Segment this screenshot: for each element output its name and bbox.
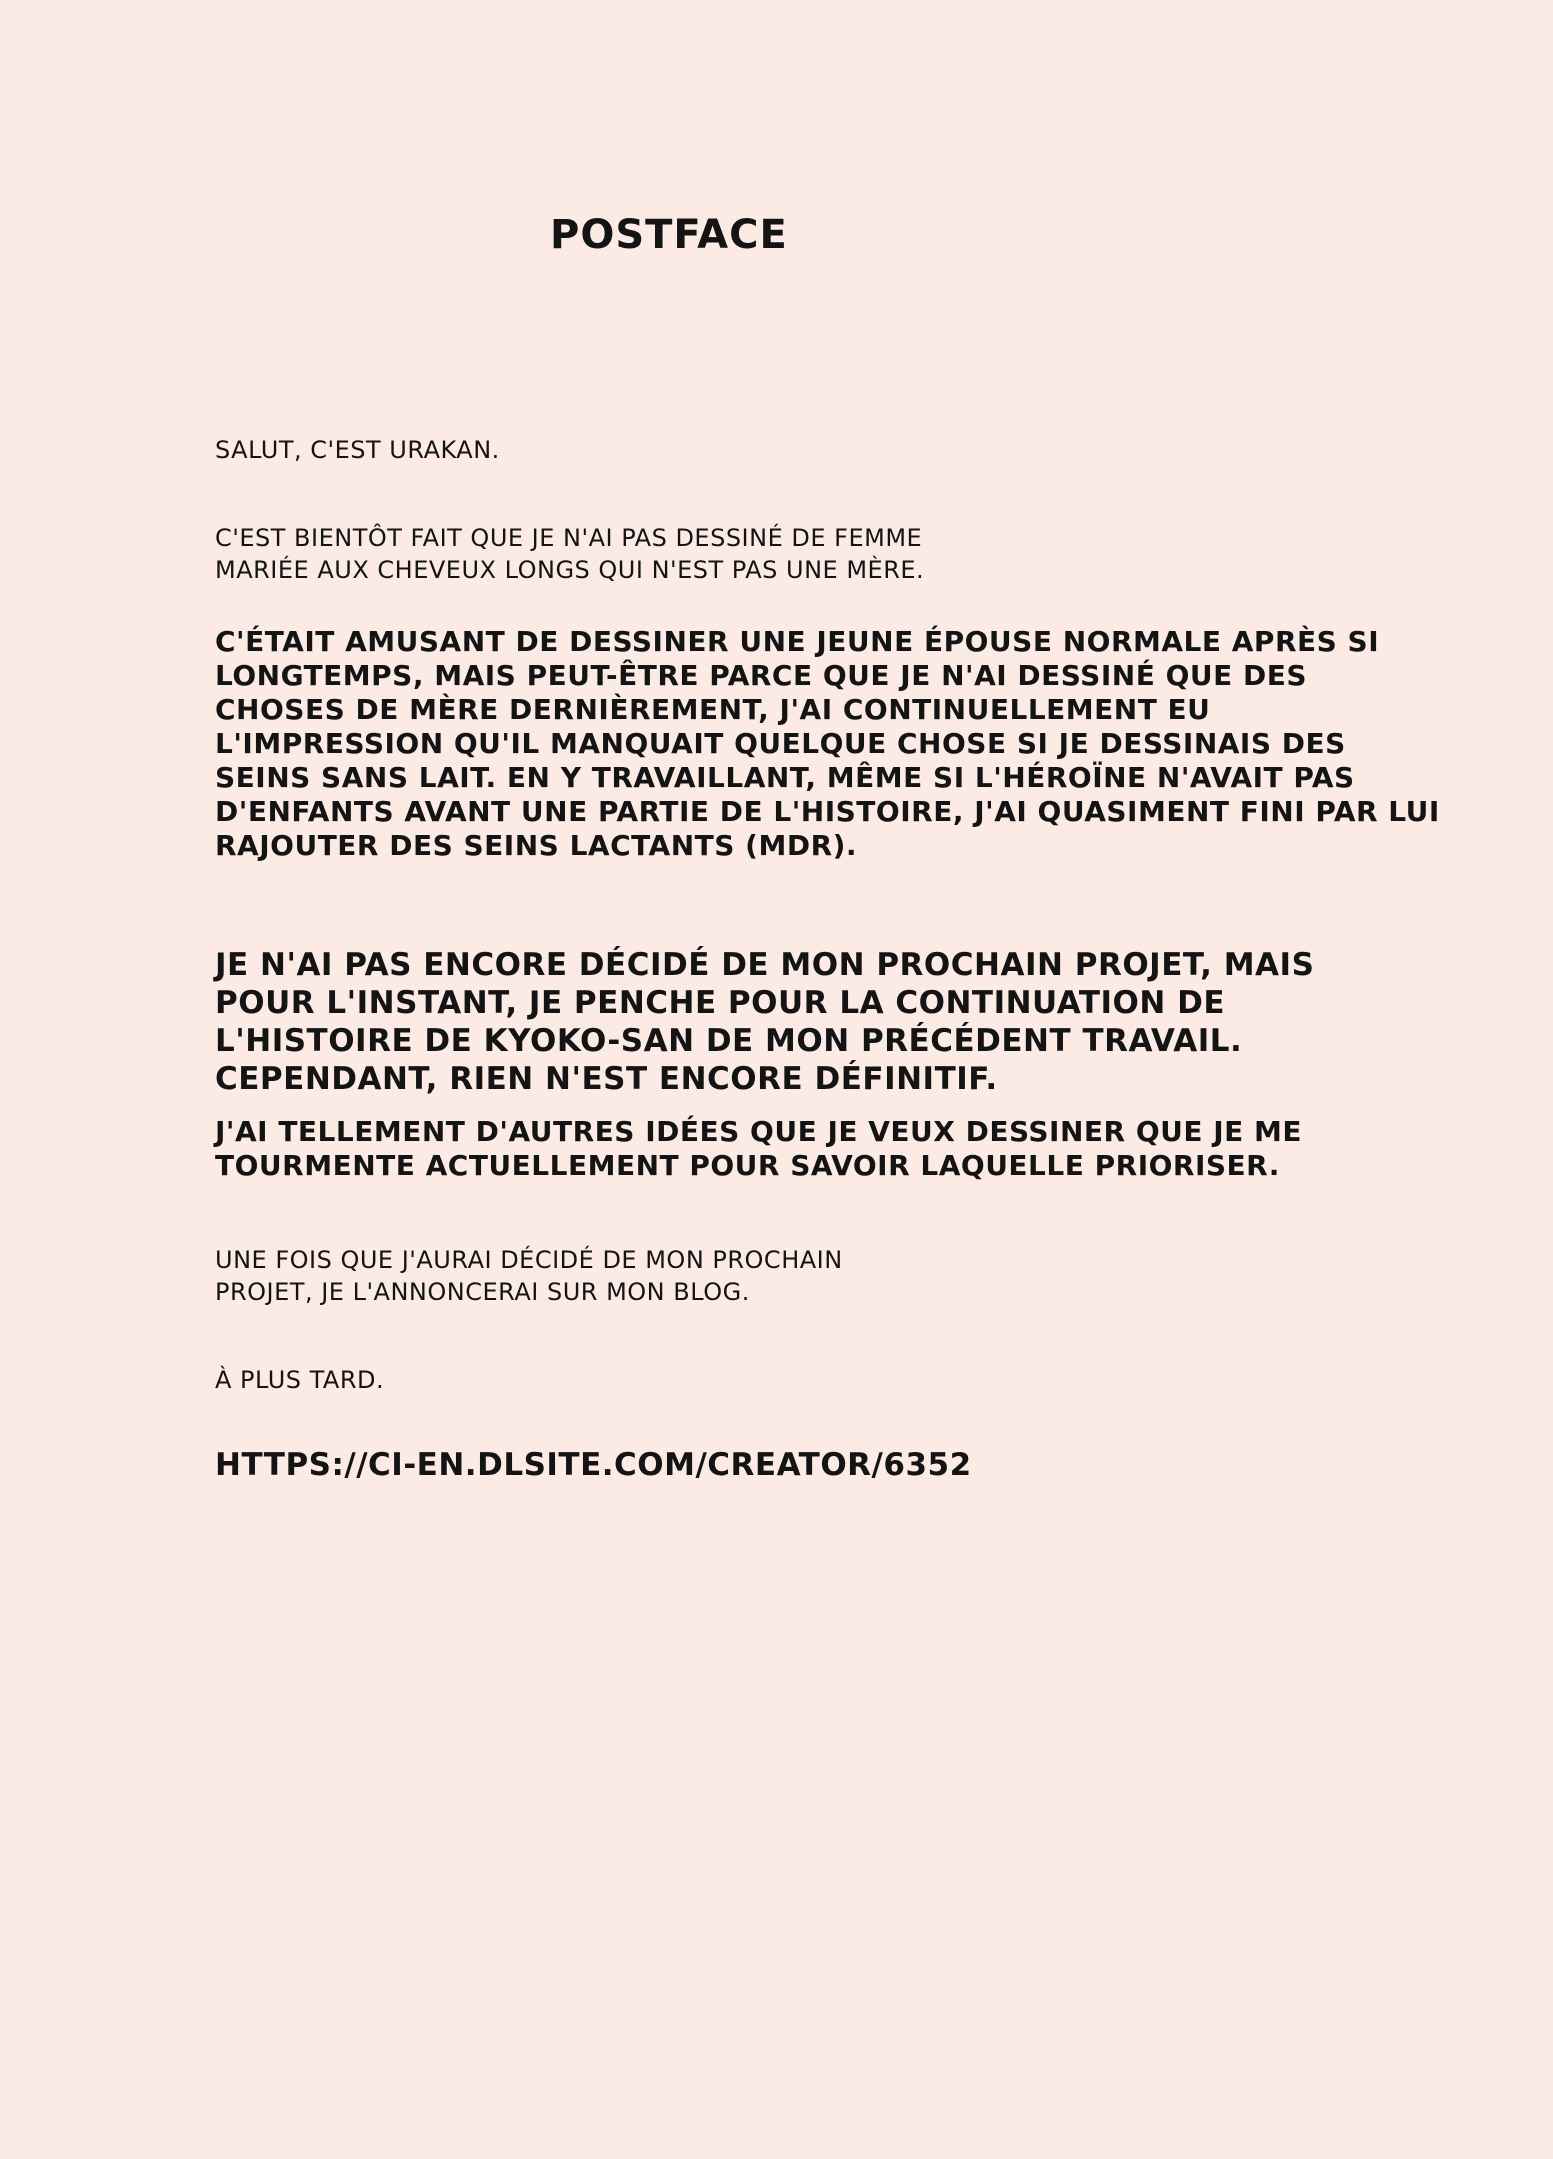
greeting-text: SALUT, C'EST URAKAN. xyxy=(215,436,500,464)
paragraph-3: JE N'AI PAS ENCORE DÉCIDÉ DE MON PROCHAIN PROJET, MAIS POUR L'INSTANT, JE PENCHE POUR LA CONTINUATION DE L'HISTOIRE DE KYOKO-SAN DE MON PRÉCÉDENT TRAVAIL. CEPENDANT, RIEN N'EST ENCORE DÉFINITIF. xyxy=(215,947,1315,1097)
creator-url: HTTPS://CI-EN.DLSITE.COM/CREATOR/6352 xyxy=(215,1447,972,1483)
paragraph-1: C'EST BIENTÔT FAIT QUE JE N'AI PAS DESSINÉ DE FEMME MARIÉE AUX CHEVEUX LONGS QUI N'EST PAS UNE MÈRE. xyxy=(215,524,925,584)
paragraph-5: UNE FOIS QUE J'AURAI DÉCIDÉ DE MON PROCHAIN PROJET, JE L'ANNONCERAI SUR MON BLOG. xyxy=(215,1246,843,1306)
paragraph-2: C'ÉTAIT AMUSANT DE DESSINER UNE JEUNE ÉPOUSE NORMALE APRÈS SI LONGTEMPS, MAIS PEUT-ÊTRE PARCE QUE JE N'AI DESSINÉ QUE DES CHOSES DE MÈRE DERNIÈREMENT, J'AI CONTINUELLEMENT EU L'IMPRESSION QU'IL MANQUAIT QUELQUE CHOSE SI JE DESSINAIS DES SEINS SANS LAIT. EN Y TRAVAILLANT, MÊME SI L'HÉROÏNE N'AVAIT PAS D'ENFANTS AVANT UNE PARTIE DE L'HISTOIRE, J'AI QUASIMENT FINI PAR LUI RAJOUTER DES SEINS LACTANTS (MDR). xyxy=(215,625,1440,862)
page-title: POSTFACE xyxy=(550,212,788,258)
paragraph-4: J'AI TELLEMENT D'AUTRES IDÉES QUE JE VEUX DESSINER QUE JE ME TOURMENTE ACTUELLEMENT POUR SAVOIR LAQUELLE PRIORISER. xyxy=(215,1115,1303,1182)
farewell-text: À PLUS TARD. xyxy=(215,1366,385,1394)
